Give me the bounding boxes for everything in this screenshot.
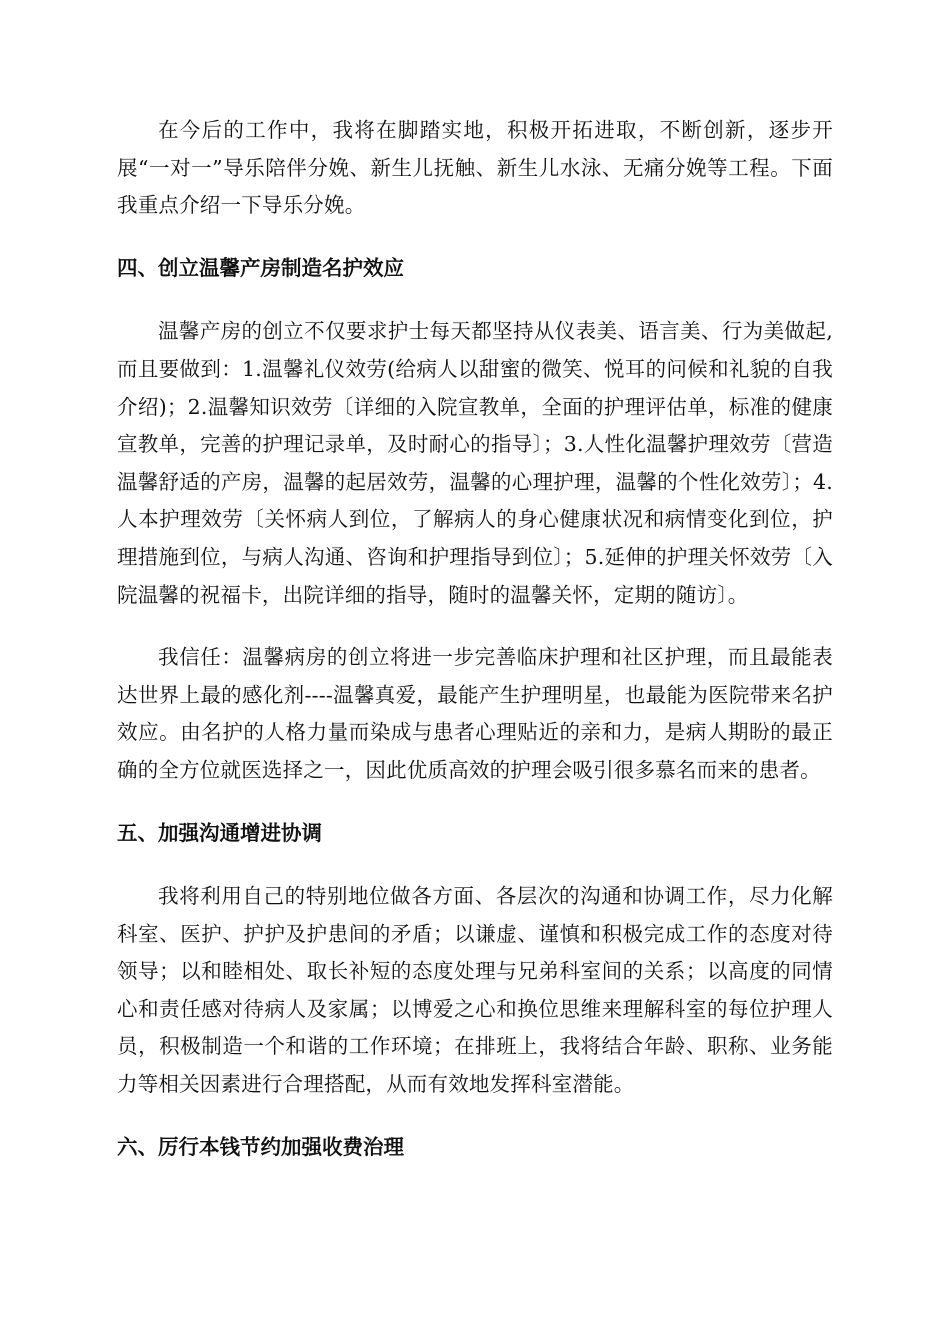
spacer: [117, 614, 833, 639]
spacer: [117, 287, 833, 313]
section-heading-5: 五、加强沟通增进协调: [117, 820, 322, 845]
spacer: [117, 790, 833, 815]
paragraph-work-plan: 在今后的工作中，我将在脚踏实地，积极开拓进取，不断创新，逐步开展“一对一”导乐陪伴分娩、新生儿抚触、新生儿水泳、无痛分娩等工程。下面我重点介绍一下导乐分娩。: [117, 118, 833, 218]
document-body: [117, 112, 833, 1166]
spacer: [117, 852, 833, 878]
paragraph-belief: 我信任：温馨病房的创立将进一步完善临床护理和社区护理，而且最能表达世界上最的感化剂----温馨真爱，最能产生护理明星，也最能为医院带来名护效应。由名护的人格力量而染成与患者心理贴近的亲和力，是病人期盼的最正确的全方位就医选择之一，因此优质高效的护理会吸引很多慕名而来的患者。: [117, 645, 833, 782]
section-heading-4: 四、创立温馨产房制造名护效应: [117, 255, 404, 280]
paragraph-warm-delivery-room: 温馨产房的创立不仅要求护士每天都坚持从仪表美、语言美、行为美做起,而且要做到：1.温馨礼仪效劳(给病人以甜蜜的微笑、悦耳的问候和礼貌的自我介绍)；2.温馨知识效劳〔详细的入院宣教单，全面的护理评估单，标准的健康宣教单，完善的护理记录单，及时耐心的指导〕；3.人性化温馨护理效劳〔营造温馨舒适的产房，温馨的起居效劳，温馨的心理护理，温馨的个性化效劳〕；4.人本护理效劳〔关怀病人到位，了解病人的身心健康状况和病情变化到位，护理措施到位，与病人沟通、咨询和护理指导到位〕；5.延伸的护理关怀效劳〔入院温馨的祝福卡，出院详细的指导，随时的温馨关怀，定期的随访〕。: [117, 319, 833, 607]
section-heading-6: 六、厉行本钱节约加强收费治理: [117, 1134, 404, 1159]
paragraph-communication: 我将利用自己的特别地位做各方面、各层次的沟通和协调工作，尽力化解科室、医护、护护及护患间的矛盾；以谦虚、谨慎和积极完成工作的态度对待领导；以和睦相处、取长补短的态度处理与兄弟科室间的关系；以高度的同情心和责任感对待病人及家属；以博爱之心和换位思维来理解科室的每位护理人员，积极制造一个和谐的工作环境；在排班上，我将结合年龄、职称、业务能力等相关因素进行合理搭配，从而有效地发挥科室潜能。: [117, 884, 833, 1097]
spacer: [117, 225, 833, 250]
spacer: [117, 1104, 833, 1129]
